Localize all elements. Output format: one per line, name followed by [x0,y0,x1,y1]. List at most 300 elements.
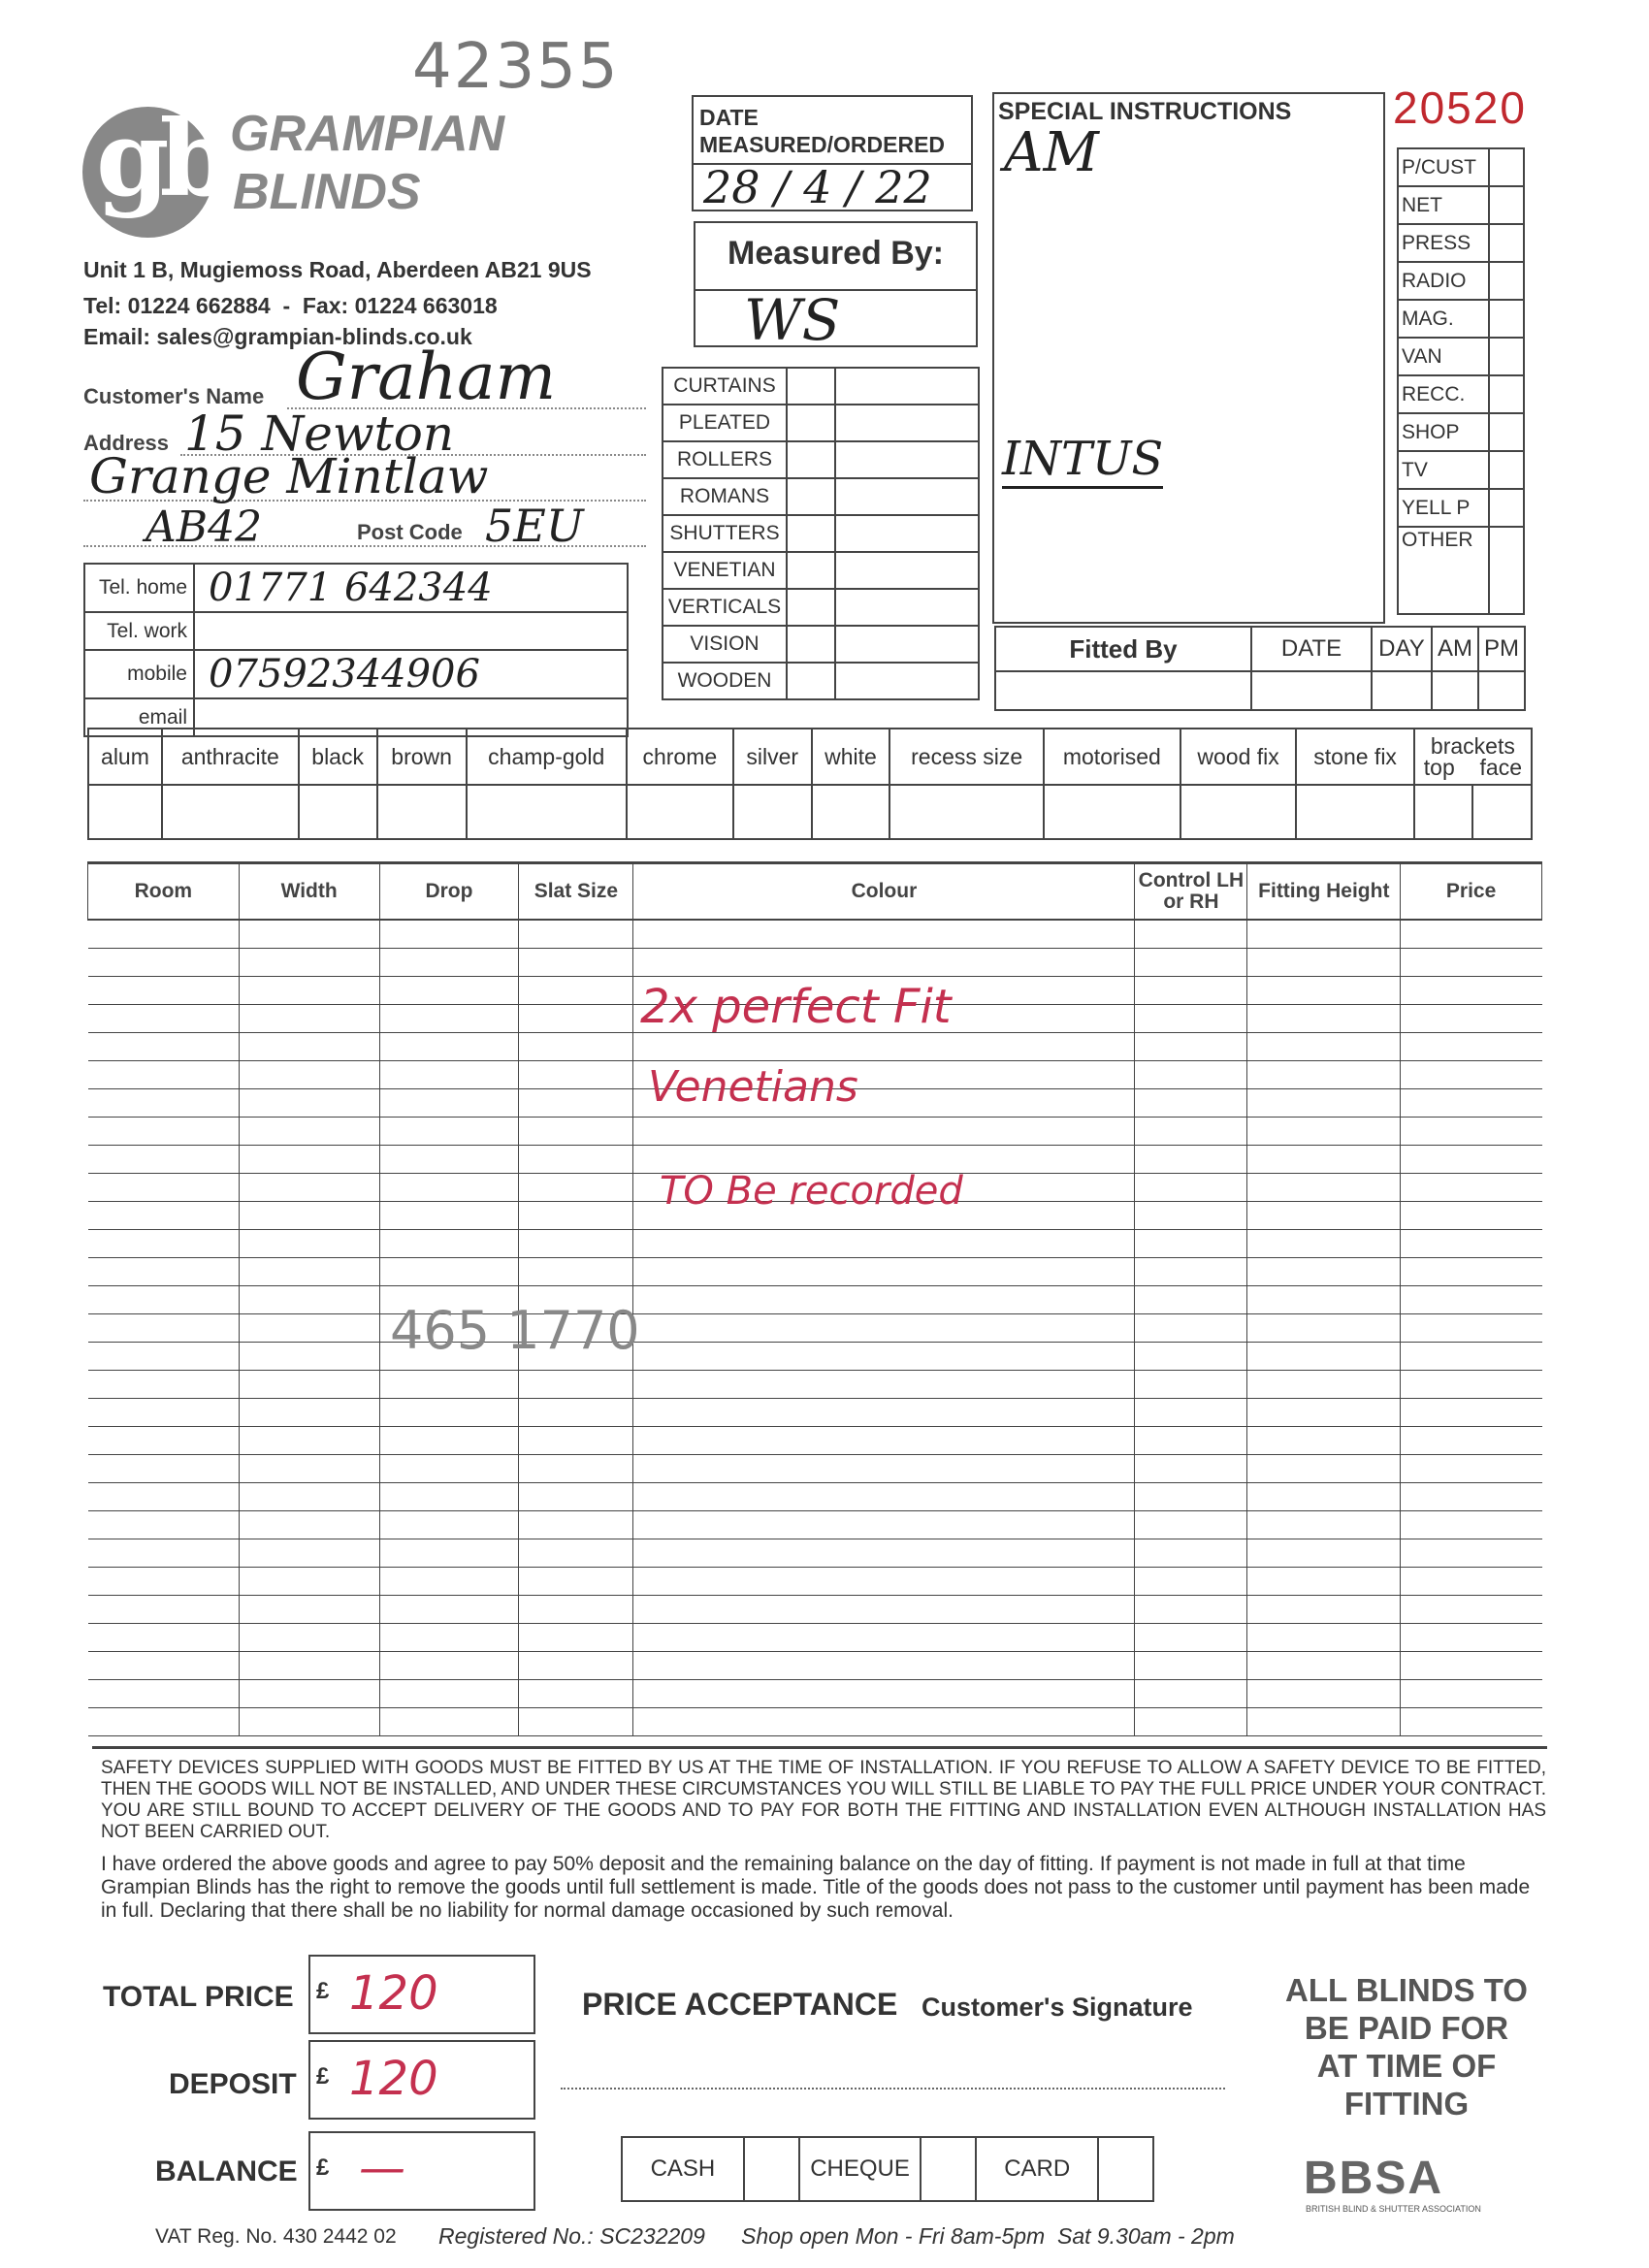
table-cell[interactable] [379,1117,519,1145]
table-cell[interactable] [1401,1229,1542,1257]
table-cell[interactable] [1135,1651,1247,1679]
product-checkbox[interactable] [787,552,835,589]
source-checkbox[interactable] [1489,489,1524,527]
table-cell[interactable] [1247,1651,1401,1679]
table-cell[interactable] [1247,1285,1401,1313]
table-cell[interactable] [1247,1623,1401,1651]
table-cell[interactable] [633,1398,1135,1426]
source-checkbox[interactable] [1489,375,1524,413]
table-cell[interactable] [379,920,519,948]
table-cell[interactable] [1401,1145,1542,1173]
table-cell[interactable] [1401,1510,1542,1539]
table-cell[interactable] [1247,1679,1401,1707]
table-row [88,1398,1542,1426]
payment-checkbox[interactable] [744,2137,799,2201]
table-cell[interactable] [633,1117,1135,1145]
table-cell[interactable] [519,1510,633,1539]
table-cell[interactable] [379,1060,519,1088]
option-value[interactable] [88,785,162,839]
table-cell[interactable] [239,1032,379,1060]
table-cell[interactable] [379,948,519,976]
table-cell[interactable] [633,1313,1135,1342]
table-cell[interactable] [519,948,633,976]
table-cell[interactable] [1135,1623,1247,1651]
product-quantity[interactable] [835,441,979,478]
table-cell[interactable] [1401,1482,1542,1510]
option-value[interactable] [627,785,733,839]
table-cell[interactable] [88,1679,240,1707]
table-cell[interactable] [1135,1201,1247,1229]
bbsa-logo: BBSA [1304,2153,1444,2204]
table-cell[interactable] [88,1201,240,1229]
notice-line: FITTING [1343,2086,1470,2122]
table-cell[interactable] [1135,1370,1247,1398]
table-cell[interactable] [1401,1004,1542,1032]
table-cell[interactable] [1247,1398,1401,1426]
table-cell[interactable] [519,1088,633,1117]
table-cell[interactable] [519,1032,633,1060]
table-cell[interactable] [1135,976,1247,1004]
table-cell[interactable] [1247,1454,1401,1482]
total-price-box [308,1955,535,2034]
table-cell[interactable] [88,1004,240,1032]
product-checkbox[interactable] [787,441,835,478]
table-cell[interactable] [1401,1539,1542,1567]
table-cell[interactable] [1135,1454,1247,1482]
table-cell[interactable] [88,1595,240,1623]
table-cell[interactable] [519,1117,633,1145]
product-quantity[interactable] [835,626,979,663]
table-cell[interactable] [88,1398,240,1426]
table-cell[interactable] [519,1567,633,1595]
table-cell[interactable] [239,976,379,1004]
table-cell[interactable] [1401,1173,1542,1201]
payment-checkbox[interactable] [921,2137,976,2201]
table-cell[interactable] [1247,920,1401,948]
table-cell[interactable] [633,1567,1135,1595]
phone-value[interactable] [194,612,628,650]
table-row [88,1285,1542,1313]
table-cell[interactable] [633,1651,1135,1679]
table-cell[interactable] [379,1088,519,1117]
option-value[interactable] [467,785,627,839]
table-cell[interactable] [519,1539,633,1567]
source-checkbox[interactable] [1489,451,1524,489]
table-cell[interactable] [1135,1342,1247,1370]
table-cell[interactable] [633,1229,1135,1257]
signature-line[interactable] [561,2088,1225,2090]
table-cell[interactable] [88,1060,240,1088]
table-cell[interactable] [1247,1370,1401,1398]
table-cell[interactable] [379,1201,519,1229]
product-checkbox[interactable] [787,368,835,405]
table-cell[interactable] [379,1539,519,1567]
table-cell[interactable] [519,1370,633,1398]
table-cell[interactable] [1135,920,1247,948]
table-cell[interactable] [88,1257,240,1285]
table-cell[interactable] [1401,1060,1542,1088]
table-cell[interactable] [239,1201,379,1229]
table-cell[interactable] [379,1567,519,1595]
product-checkbox[interactable] [787,663,835,699]
table-cell[interactable] [519,1004,633,1032]
option-value[interactable] [377,785,467,839]
table-cell[interactable] [88,1117,240,1145]
table-cell[interactable] [379,1145,519,1173]
table-cell[interactable] [88,1229,240,1257]
table-row [88,1454,1542,1482]
table-cell[interactable] [239,1313,379,1342]
table-cell[interactable] [88,1088,240,1117]
table-cell[interactable] [1401,1398,1542,1426]
address-label: Address [83,431,170,455]
table-cell[interactable] [88,948,240,976]
table-cell[interactable] [379,1482,519,1510]
table-cell[interactable] [1401,1595,1542,1623]
table-cell[interactable] [88,1313,240,1342]
table-cell[interactable] [1401,1313,1542,1342]
table-cell[interactable] [633,1454,1135,1482]
table-cell[interactable] [239,1426,379,1454]
table-cell[interactable] [633,920,1135,948]
option-value[interactable] [162,785,299,839]
table-cell[interactable] [1247,1088,1401,1117]
table-cell[interactable] [1135,1117,1247,1145]
option-value[interactable] [1044,785,1180,839]
product-quantity[interactable] [835,478,979,515]
product-quantity[interactable] [835,405,979,441]
table-cell[interactable] [88,920,240,948]
table-cell[interactable] [239,948,379,976]
table-cell[interactable] [1247,1257,1401,1285]
table-cell[interactable] [519,1201,633,1229]
table-cell[interactable] [1247,948,1401,976]
table-cell[interactable] [379,1707,519,1735]
table-cell[interactable] [519,1173,633,1201]
table-cell[interactable] [1247,1342,1401,1370]
product-label: VENETIAN [663,552,787,589]
table-cell[interactable] [1401,948,1542,976]
table-cell[interactable] [519,1257,633,1285]
table-cell[interactable] [1135,1145,1247,1173]
table-cell[interactable] [1135,1567,1247,1595]
table-cell[interactable] [519,1398,633,1426]
table-cell[interactable] [239,1229,379,1257]
table-cell[interactable] [1401,1342,1542,1370]
table-cell[interactable] [1247,1060,1401,1088]
option-value[interactable] [1180,785,1297,839]
items-header: Control LH or RH [1135,863,1247,920]
table-cell[interactable] [633,1426,1135,1454]
table-cell[interactable] [1135,1032,1247,1060]
table-cell[interactable] [1401,920,1542,948]
balance-currency: £ [316,2155,330,2181]
table-cell[interactable] [379,1173,519,1201]
table-cell[interactable] [519,976,633,1004]
table-cell[interactable] [379,1370,519,1398]
table-cell[interactable] [239,1679,379,1707]
table-cell[interactable] [1135,1285,1247,1313]
table-cell[interactable] [239,1651,379,1679]
table-cell[interactable] [239,1342,379,1370]
table-cell[interactable] [1401,1426,1542,1454]
table-cell[interactable] [239,1567,379,1595]
table-cell[interactable] [1401,1088,1542,1117]
table-cell[interactable] [1247,1201,1401,1229]
table-cell[interactable] [1401,1201,1542,1229]
source-label: MAG. [1398,300,1489,338]
registered-number: Registered No.: SC232209 [438,2223,705,2249]
product-label: CURTAINS [663,368,787,405]
table-cell[interactable] [379,1257,519,1285]
product-quantity[interactable] [835,589,979,626]
items-header: Drop [379,863,519,920]
table-cell[interactable] [1135,1482,1247,1510]
table-cell[interactable] [379,1032,519,1060]
table-cell[interactable] [1401,1567,1542,1595]
table-cell[interactable] [1401,1032,1542,1060]
table-cell[interactable] [1247,1032,1401,1060]
bracket-value[interactable] [1414,785,1473,839]
table-cell[interactable] [1401,1285,1542,1313]
source-checkbox[interactable] [1489,527,1524,614]
source-checkbox[interactable] [1489,262,1524,300]
table-cell[interactable] [239,1370,379,1398]
table-cell[interactable] [519,1595,633,1623]
payment-checkbox[interactable] [1098,2137,1153,2201]
table-cell[interactable] [379,1004,519,1032]
table-cell[interactable] [633,1370,1135,1398]
option-value[interactable] [889,785,1044,839]
table-cell[interactable] [1247,1173,1401,1201]
table-cell[interactable] [1401,1454,1542,1482]
table-cell[interactable] [88,1623,240,1651]
table-cell[interactable] [1135,1313,1247,1342]
table-cell[interactable] [239,1707,379,1735]
table-cell[interactable] [1247,1004,1401,1032]
table-cell[interactable] [1401,1623,1542,1651]
bracket-value[interactable] [1472,785,1532,839]
table-cell[interactable] [88,1651,240,1679]
table-cell[interactable] [239,1088,379,1117]
option-value[interactable] [1296,785,1413,839]
table-cell[interactable] [1401,976,1542,1004]
table-cell[interactable] [633,1510,1135,1539]
table-cell[interactable] [1135,1257,1247,1285]
table-cell[interactable] [633,948,1135,976]
table-cell[interactable] [88,1707,240,1735]
source-checkbox[interactable] [1489,224,1524,262]
table-cell[interactable] [519,1623,633,1651]
option-value[interactable] [733,785,812,839]
table-cell[interactable] [239,1623,379,1651]
table-cell[interactable] [88,1567,240,1595]
table-cell[interactable] [1135,1595,1247,1623]
table-row [88,1117,1542,1145]
table-cell[interactable] [239,1285,379,1313]
table-cell[interactable] [239,1173,379,1201]
table-cell[interactable] [239,1398,379,1426]
table-cell[interactable] [1247,1145,1401,1173]
table-cell[interactable] [379,1595,519,1623]
table-cell[interactable] [379,1426,519,1454]
table-cell[interactable] [633,1482,1135,1510]
product-row [663,405,979,441]
table-cell[interactable] [519,1426,633,1454]
table-cell[interactable] [633,1539,1135,1567]
table-cell[interactable] [1135,1426,1247,1454]
table-cell[interactable] [1247,1510,1401,1539]
table-cell[interactable] [1247,1117,1401,1145]
table-cell[interactable] [1247,1229,1401,1257]
table-cell[interactable] [633,1285,1135,1313]
product-quantity[interactable] [835,552,979,589]
table-cell[interactable] [1247,1707,1401,1735]
deposit-label: DEPOSIT [169,2068,297,2100]
table-cell[interactable] [1401,1707,1542,1735]
source-row [1398,338,1524,375]
table-cell[interactable] [1135,948,1247,976]
table-cell[interactable] [1135,1229,1247,1257]
table-cell[interactable] [519,1707,633,1735]
table-cell[interactable] [1247,1313,1401,1342]
table-cell[interactable] [88,1285,240,1313]
product-quantity[interactable] [835,663,979,699]
product-checkbox[interactable] [787,626,835,663]
table-cell[interactable] [88,1173,240,1201]
table-cell[interactable] [379,1398,519,1426]
table-cell[interactable] [88,1510,240,1539]
table-row [88,1257,1542,1285]
table-cell[interactable] [1247,1595,1401,1623]
table-cell[interactable] [1401,1679,1542,1707]
product-checkbox[interactable] [787,405,835,441]
table-cell[interactable] [633,1623,1135,1651]
table-cell[interactable] [88,1342,240,1370]
phone-value[interactable]: 01771 642344 [194,564,628,612]
table-cell[interactable] [1401,1257,1542,1285]
product-quantity[interactable] [835,368,979,405]
table-cell[interactable] [1135,1510,1247,1539]
table-cell[interactable] [239,1595,379,1623]
table-cell[interactable] [1247,1567,1401,1595]
option-value[interactable] [299,785,377,839]
table-cell[interactable] [1247,1539,1401,1567]
table-cell[interactable] [88,1482,240,1510]
table-cell[interactable] [88,1145,240,1173]
fitted-pm-label: PM [1478,627,1525,671]
table-cell[interactable] [633,1595,1135,1623]
table-cell[interactable] [633,1342,1135,1370]
notice-line: AT TIME OF [1316,2048,1497,2084]
table-cell[interactable] [1401,1117,1542,1145]
product-checkbox[interactable] [787,478,835,515]
table-cell[interactable] [1401,1651,1542,1679]
source-checkbox[interactable] [1489,148,1524,186]
table-cell[interactable] [519,1229,633,1257]
table-cell[interactable] [633,1257,1135,1285]
table-cell[interactable] [379,1651,519,1679]
table-cell[interactable] [88,1032,240,1060]
table-cell[interactable] [633,1032,1135,1060]
measured-by-box [694,221,978,353]
table-cell[interactable] [1135,1173,1247,1201]
table-cell[interactable] [1135,1060,1247,1088]
table-row [88,1651,1542,1679]
table-cell[interactable] [519,1482,633,1510]
table-cell[interactable] [239,1510,379,1539]
table-cell[interactable] [379,1623,519,1651]
table-cell[interactable] [633,1679,1135,1707]
table-cell[interactable] [379,1679,519,1707]
address-line3: AB42 [146,502,263,552]
table-cell[interactable] [1247,1426,1401,1454]
table-cell[interactable] [88,1539,240,1567]
product-checkbox[interactable] [787,589,835,626]
note-line1: 2x perfect Fit [640,980,952,1034]
table-cell[interactable] [1135,1398,1247,1426]
table-cell[interactable] [239,1060,379,1088]
table-cell[interactable] [239,1257,379,1285]
table-cell[interactable] [633,1707,1135,1735]
table-cell[interactable] [239,1117,379,1145]
table-cell[interactable] [1247,976,1401,1004]
table-cell[interactable] [519,1454,633,1482]
phone-value[interactable]: 07592344906 [194,650,628,698]
table-cell[interactable] [379,1510,519,1539]
product-label: ROMANS [663,478,787,515]
table-row [88,1370,1542,1398]
source-checkbox[interactable] [1489,413,1524,451]
source-checkbox[interactable] [1489,186,1524,224]
table-cell[interactable] [1401,1370,1542,1398]
option-value[interactable] [812,785,890,839]
table-cell[interactable] [88,1426,240,1454]
table-cell[interactable] [239,1145,379,1173]
table-cell[interactable] [519,1679,633,1707]
special-note-am: AM [1004,121,1099,184]
table-cell[interactable] [239,1482,379,1510]
table-cell[interactable] [239,1004,379,1032]
product-checkbox[interactable] [787,515,835,552]
table-cell[interactable] [379,1454,519,1482]
table-cell[interactable] [519,920,633,948]
product-quantity[interactable] [835,515,979,552]
table-cell[interactable] [519,1145,633,1173]
table-cell[interactable] [1135,1088,1247,1117]
table-cell[interactable] [239,920,379,948]
table-cell[interactable] [1135,1004,1247,1032]
table-cell[interactable] [239,1454,379,1482]
table-cell[interactable] [239,1539,379,1567]
fitted-by-label: Fitted By [995,627,1251,671]
table-cell[interactable] [519,1651,633,1679]
table-cell[interactable] [379,1229,519,1257]
table-cell[interactable] [88,976,240,1004]
table-cell[interactable] [519,1060,633,1088]
table-row [88,1313,1542,1342]
table-cell[interactable] [1135,1707,1247,1735]
company-email: Email: sales@grampian-blinds.co.uk [83,324,472,349]
table-cell[interactable] [88,1454,240,1482]
table-cell[interactable] [1135,1539,1247,1567]
table-cell[interactable] [379,976,519,1004]
table-cell[interactable] [1247,1482,1401,1510]
table-cell[interactable] [88,1370,240,1398]
source-checkbox[interactable] [1489,338,1524,375]
table-cell[interactable] [1135,1679,1247,1707]
source-checkbox[interactable] [1489,300,1524,338]
